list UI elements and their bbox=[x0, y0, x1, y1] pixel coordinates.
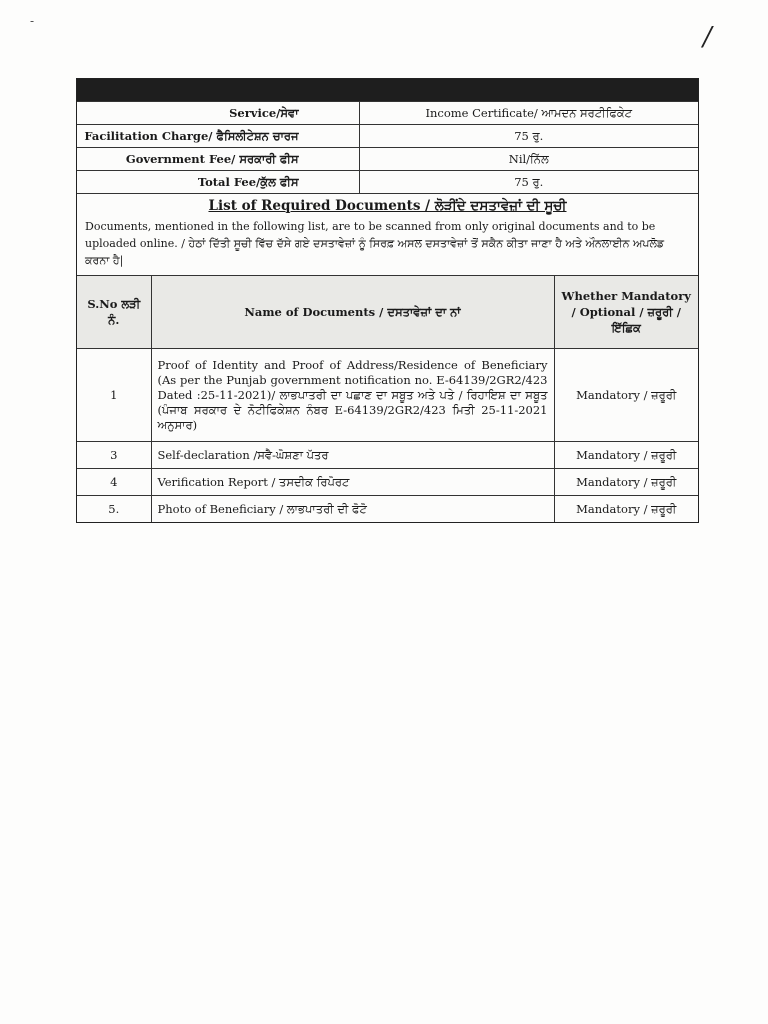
row-requirement: Mandatory / ਜ਼ਰੂਰੀ bbox=[554, 496, 698, 523]
fee-value: 75 ਰੁ. bbox=[359, 125, 698, 148]
row-sno: 5. bbox=[77, 496, 151, 523]
page-slash-mark: / bbox=[703, 22, 712, 52]
fee-label: Facilitation Charge/ ਫੈਸਿਲੀਟੇਸ਼ਨ ਚਾਰਜ bbox=[77, 125, 359, 148]
row-sno: 3 bbox=[77, 442, 151, 469]
documents-table bbox=[77, 275, 698, 522]
row-document-name: Verification Report / ਤਸਦੀਕ ਰਿਪੋਰਟ bbox=[151, 469, 554, 496]
fee-value: Income Certificate/ ਆਮਦਨ ਸਰਟੀਫਿਕੇਟ bbox=[359, 102, 698, 125]
row-requirement: Mandatory / ਜ਼ਰੂਰੀ bbox=[554, 349, 698, 442]
table-header-row bbox=[77, 276, 698, 349]
row-document-name-text: Proof of Identity and Proof of Address/Residence of Beneficiary (As per the Punjab government notification no. E-64139/2GR2/423 Dated :25-11-2021)/ ਲਾਭਪਾਤਰੀ ਦਾ ਪਛਾਣ ਦਾ ਸਬੂਤ ਅਤੇ ਪਤੇ / ਰਿਹਾਇਸ਼ ਦਾ ਸਬੂਤ (ਪੰਜਾਬ ਸਰਕਾਰ ਦੇ ਨੋਟੀਫਿਕੇਸ਼ਨ ਨੰਬਰ E-64139/2GR2/423 ਮਿਤੀ 25-11-2021 ਅਨੁਸਾਰ) bbox=[157, 357, 548, 432]
table-row bbox=[77, 469, 698, 496]
page-dash-mark: - bbox=[30, 14, 35, 28]
row-document-name: Photo of Beneficiary / ਲਾਭਪਾਤਰੀ ਦੀ ਫੋਟੋ bbox=[151, 496, 554, 523]
fee-value: 75 ਰੁ. bbox=[359, 171, 698, 194]
header-bar bbox=[77, 79, 698, 101]
fee-row bbox=[77, 148, 698, 171]
table-row bbox=[77, 442, 698, 469]
row-document-name: Self-declaration /ਸਵੈ-ਘੋਸ਼ਣਾ ਪੱਤਰ bbox=[151, 442, 554, 469]
fee-label: Total Fee/ਕੁੱਲ ਫੀਸ bbox=[77, 171, 359, 194]
table-row bbox=[77, 496, 698, 523]
fee-value: Nil/ਨਿੱਲ bbox=[359, 148, 698, 171]
fee-row bbox=[77, 102, 698, 125]
fee-table bbox=[77, 101, 698, 193]
table-row bbox=[77, 349, 698, 442]
instructions-text: Documents, mentioned in the following list, are to be scanned from only original documents and to be uploaded online. / ਹੇਠਾਂ ਦਿੱਤੀ ਸੂਚੀ ਵਿੱਚ ਦੱਸੇ ਗਏ ਦਸਤਾਵੇਜ਼ਾਂ ਨੂੰ ਸਿਰਫ਼ ਅਸਲ ਦਸਤਾਵੇਜ਼ਾਂ ਤੋਂ ਸਕੈਨ ਕੀਤਾ ਜਾਣਾ ਹੈ ਅਤੇ ਔਨਲਾਈਨ ਅਪਲੋਡ ਕਰਨਾ ਹੈ| bbox=[85, 220, 665, 267]
fee-label: Service/ਸੇਵਾ bbox=[77, 102, 359, 125]
row-requirement: Mandatory / ਜ਼ਰੂਰੀ bbox=[554, 442, 698, 469]
row-sno: 1 bbox=[77, 349, 151, 442]
row-sno: 4 bbox=[77, 469, 151, 496]
row-document-name bbox=[151, 349, 554, 442]
fee-row bbox=[77, 125, 698, 148]
document-sheet bbox=[76, 78, 699, 523]
documents-list-title: List of Required Documents / ਲੋੜੀਂਦੇ ਦਸਤਾਵੇਜ਼ਾਂ ਦੀ ਸੂਚੀ bbox=[77, 193, 698, 214]
header-sno: S.No ਲੜੀ ਨੰ. bbox=[77, 276, 151, 349]
header-document-name: Name of Documents / ਦਸਤਾਵੇਜ਼ਾਂ ਦਾ ਨਾਂ bbox=[151, 276, 554, 349]
header-mandatory: Whether Mandatory / Optional / ਜ਼ਰੂਰੀ / ਇੱਛਿਕ bbox=[554, 276, 698, 349]
fee-label: Government Fee/ ਸਰਕਾਰੀ ਫੀਸ bbox=[77, 148, 359, 171]
row-requirement: Mandatory / ਜ਼ਰੂਰੀ bbox=[554, 469, 698, 496]
fee-row bbox=[77, 171, 698, 194]
